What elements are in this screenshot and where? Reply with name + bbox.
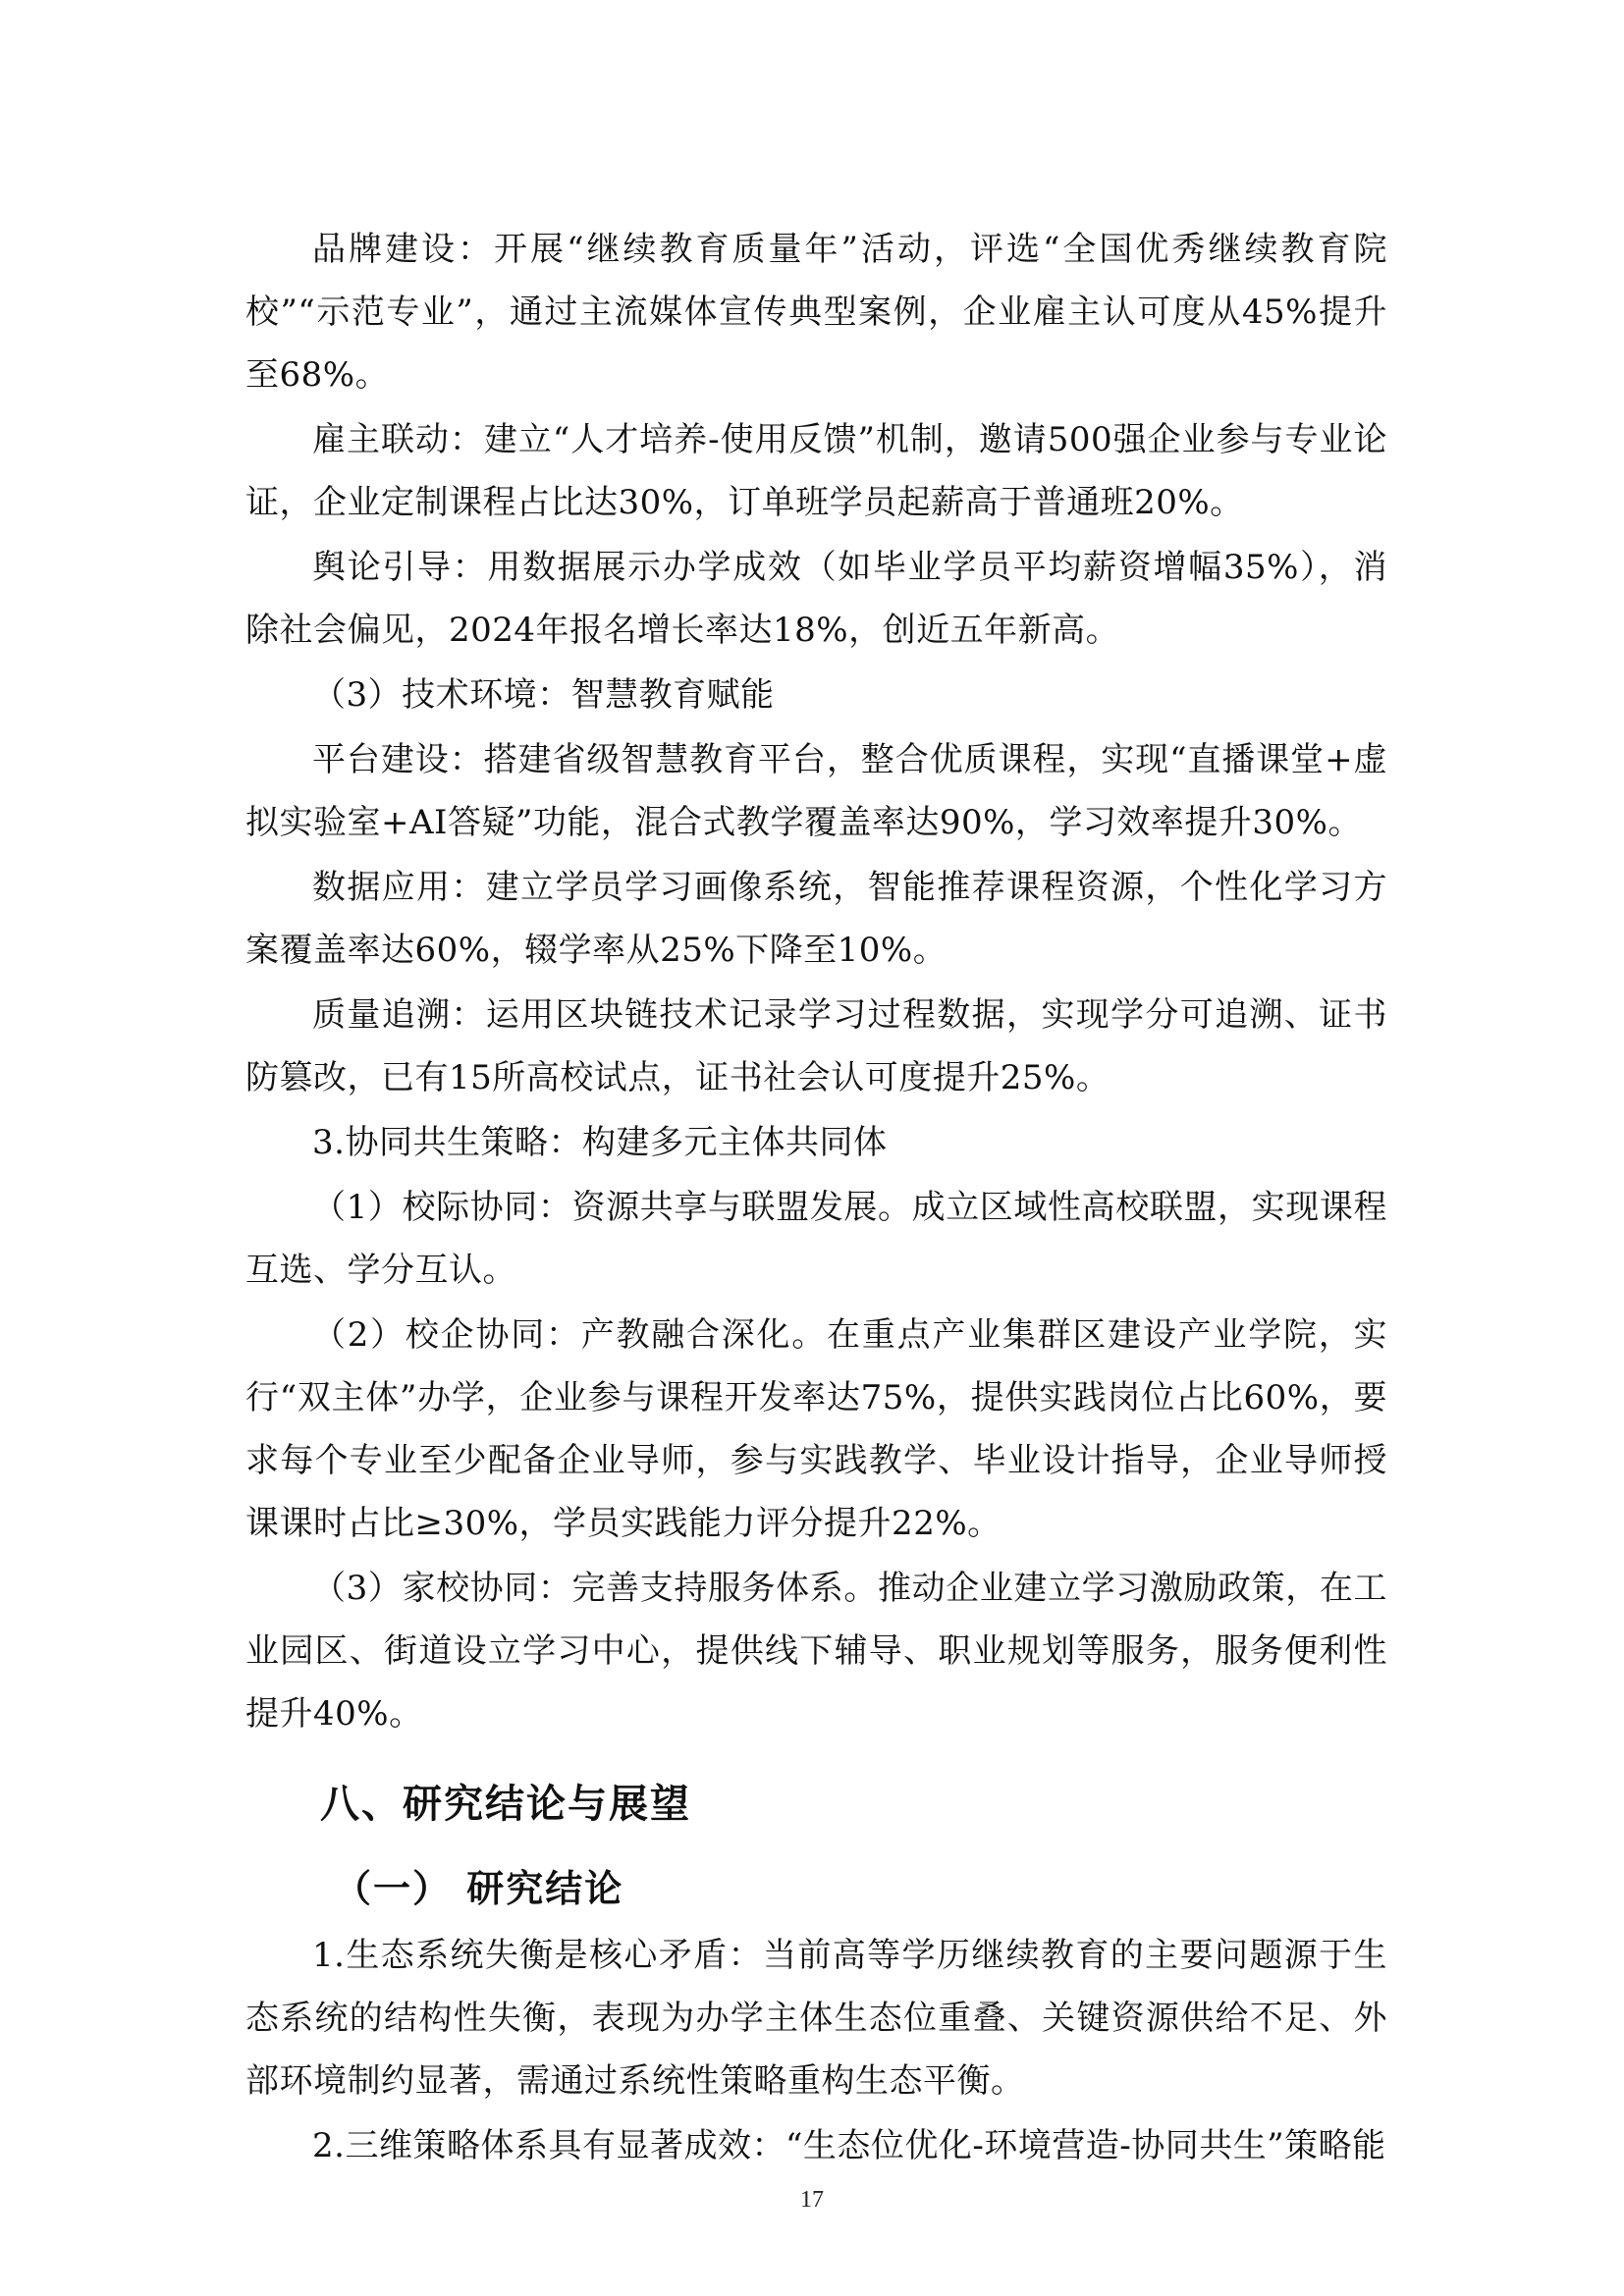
page-content <box>245 218 1387 2179</box>
paragraph-family-school: （3）家校协同：完善支持服务体系。推动企业建立学习激励政策，在工业园区、街道设立学习中心，提供线下辅导、职业规划等服务，服务便利性提升40%。 <box>245 1569 1387 1734</box>
paragraph-tech-environment: （3）技术环境：智慧教育赋能 <box>312 675 775 715</box>
paragraph-employer-linkage: 雇主联动：建立“人才培养-使用反馈”机制，邀请500强企业参与专业论证，企业定制课程占比达30%，订单班学员起薪高于普通班20%。 <box>245 420 1387 522</box>
paragraph-quality-tracing: 质量追溯：运用区块链技术记录学习过程数据，实现学分可追溯、证书防篡改，已有15所高校试点，证书社会认可度提升25%。 <box>245 995 1387 1097</box>
paragraph-inter-school: （1）校际协同：资源共享与联盟发展。成立区域性高校联盟，实现课程互选、学分互认。 <box>245 1188 1387 1290</box>
paragraph-school-enterprise: （2）校企协同：产教融合深化。在重点产业集群区建设产业学院，实行“双主体”办学，企业参与课程开发率达75%，提供实践岗位占比60%，要求每个专业至少配备企业导师，参与实践教学、毕业设计指导，企业导师授课课时占比≥30%，学员实践能力评分提升22%。 <box>245 1315 1387 1543</box>
paragraph-brand-building: 品牌建设：开展“继续教育质量年”活动，评选“全国优秀继续教育院校”“示范专业”，通过主流媒体宣传典型案例，企业雇主认可度从45%提升至68%。 <box>245 230 1387 395</box>
subsection-heading: （一） 研究结论 <box>334 1867 624 1910</box>
section-heading: 八、研究结论与展望 <box>320 1782 691 1827</box>
paragraph-conclusion-1: 1.生态系统失衡是核心矛盾：当前高等学历继续教育的主要问题源于生态系统的结构性失衡，表现为办学主体生态位重叠、关键资源供给不足、外部环境制约显著，需通过系统性策略重构生态平衡。 <box>245 1936 1387 2101</box>
paragraph-data-application: 数据应用：建立学员学习画像系统，智能推荐课程资源，个性化学习方案覆盖率达60%，辍学率从25%下降至10%。 <box>245 868 1387 970</box>
paragraph-platform-building: 平台建设：搭建省级智慧教育平台，整合优质课程，实现“直播课堂+虚拟实验室+AI答疑”功能，混合式教学覆盖率达90%，学习效率提升30%。 <box>245 740 1387 842</box>
paragraph-public-opinion: 舆论引导：用数据展示办学成效（如毕业学员平均薪资增幅35%），消除社会偏见，2024年报名增长率达18%，创近五年新高。 <box>245 548 1387 650</box>
page-number: 17 <box>800 2187 824 2213</box>
paragraph-synergy-strategy: 3.协同共生策略：构建多元主体共同体 <box>312 1123 888 1162</box>
paragraph-conclusion-2: 2.三维策略体系具有显著成效：“生态位优化-环境营造-协同共生”策略能 <box>312 2126 1386 2165</box>
